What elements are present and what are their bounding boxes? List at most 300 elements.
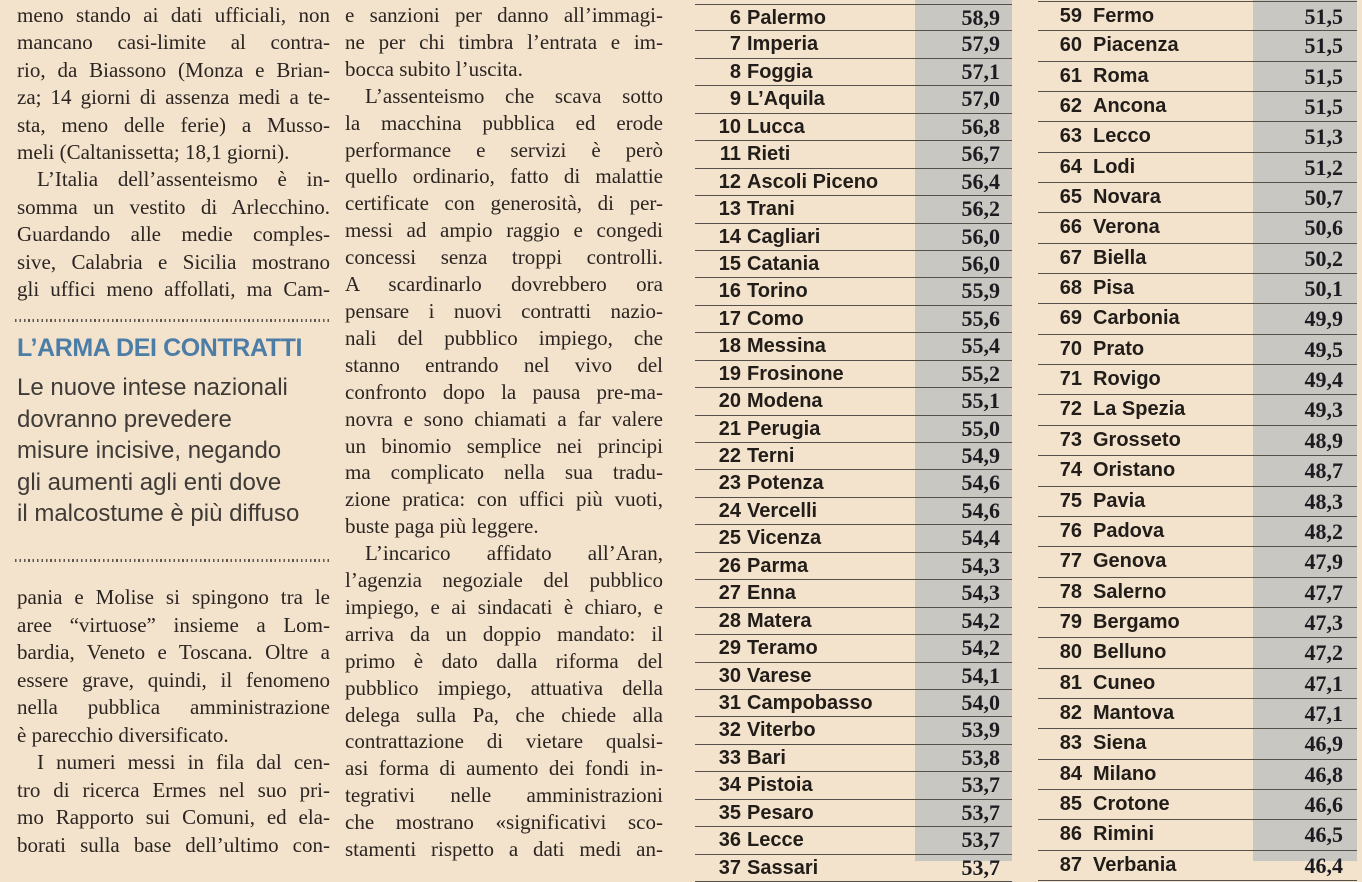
rank-cell: 11	[719, 143, 741, 166]
table-row	[695, 416, 1012, 443]
table-row	[1038, 517, 1357, 547]
value-cell: 53,7	[961, 772, 1000, 798]
text-line: messi ad ampio raggio e congedi	[345, 218, 663, 243]
table-row	[695, 86, 1012, 113]
table-row	[1038, 213, 1357, 243]
city-cell: Matera	[747, 609, 812, 632]
value-cell: 46,5	[1304, 822, 1343, 848]
value-cell: 51,5	[1304, 63, 1343, 89]
table-row	[695, 525, 1012, 552]
rank-cell: 6	[729, 7, 741, 29]
value-cell: 46,8	[1304, 761, 1343, 787]
table-row	[695, 717, 1012, 744]
text-line: contrattazione di vietare qualsi-	[345, 729, 663, 754]
value-cell: 47,9	[1304, 549, 1343, 575]
rank-cell: 62	[1059, 95, 1082, 118]
table-row	[695, 553, 1012, 580]
table-row	[1038, 1, 1357, 31]
value-cell: 47,7	[1304, 579, 1343, 605]
value-cell: 55,0	[961, 415, 1000, 441]
value-cell: 54,3	[961, 580, 1000, 606]
rank-cell: 85	[1059, 792, 1082, 815]
text-line: za; 14 giorni di assenza medi a te-	[17, 85, 330, 110]
city-cell: Viterbo	[747, 719, 816, 742]
value-cell: 47,2	[1304, 640, 1343, 666]
value-cell: 48,2	[1304, 518, 1343, 544]
text-line: rio, da Biassono (Monza e Brian-	[17, 57, 330, 82]
value-cell: 50,6	[1304, 215, 1343, 241]
city-cell: Oristano	[1093, 459, 1176, 482]
text-line: meli (Caltanissetta; 18,1 giorni).	[17, 140, 290, 165]
article-column-1-top	[17, 2, 330, 303]
rank-cell: 13	[718, 198, 741, 221]
text-line: L’incarico affidato all’Aran,	[365, 541, 663, 566]
rank-cell: 8	[729, 60, 741, 83]
text-line: concessi senza troppi controlli.	[345, 245, 663, 270]
city-cell: Rieti	[747, 143, 791, 166]
city-cell: Terni	[747, 445, 795, 467]
value-cell: 50,7	[1304, 185, 1343, 211]
value-cell: 57,1	[961, 58, 1000, 84]
city-cell: Pisa	[1093, 277, 1135, 300]
city-cell: L’Aquila	[747, 88, 825, 111]
text-line: bardia, Veneto e Toscana. Oltre a	[17, 640, 330, 664]
table-row	[1038, 365, 1357, 395]
value-cell: 57,0	[961, 86, 1000, 112]
rank-cell: 81	[1059, 671, 1082, 694]
table-row	[1038, 92, 1357, 122]
rank-cell: 66	[1059, 216, 1082, 239]
rank-cell: 32	[718, 719, 741, 742]
value-cell: 56,2	[961, 196, 1000, 222]
rank-cell: 18	[718, 335, 741, 358]
city-cell: Roma	[1093, 64, 1149, 87]
text-line: il malcostume è più diffuso	[17, 500, 300, 528]
rank-cell: 59	[1059, 5, 1082, 27]
table-row	[695, 470, 1012, 497]
city-cell: Cuneo	[1093, 671, 1156, 694]
text-line: A scardinarlo dovrebbero ora	[345, 272, 663, 297]
table-row	[1038, 820, 1357, 850]
value-cell: 46,4	[1304, 852, 1343, 878]
text-line: gli uffici meno affollati, ma Cam-	[17, 277, 330, 302]
text-line: sta, meno delle ferie) a Musso-	[17, 112, 330, 137]
value-cell: 54,0	[961, 689, 1000, 715]
city-cell: Pistoia	[747, 774, 813, 797]
rank-cell: 29	[718, 637, 741, 660]
value-cell: 56,8	[961, 113, 1000, 139]
text-line: L’Italia dell’assenteismo è in-	[37, 167, 330, 192]
rank-cell: 75	[1059, 489, 1082, 512]
rank-cell: 76	[1059, 519, 1082, 542]
city-cell: Foggia	[747, 60, 813, 83]
value-cell: 53,7	[961, 827, 1000, 853]
rank-cell: 37	[718, 856, 741, 879]
city-cell: Siena	[1093, 732, 1147, 755]
text-line: novra e sono chiamati a far valere	[345, 406, 663, 431]
text-line: mo Rapporto sui Comuni, ed ela-	[17, 805, 330, 829]
article-column-1-bottom	[17, 584, 330, 859]
city-cell: Teramo	[747, 637, 818, 660]
rank-cell: 68	[1059, 277, 1082, 300]
table-row	[695, 141, 1012, 168]
callout-title: L’ARMA DEI CONTRATTI	[17, 334, 303, 362]
city-cell: Belluno	[1093, 641, 1167, 664]
city-cell: Perugia	[747, 417, 821, 440]
city-cell: Varese	[747, 664, 812, 687]
rank-cell: 21	[718, 417, 741, 440]
city-cell: Cagliari	[747, 225, 821, 248]
city-cell: Catania	[747, 252, 820, 275]
text-line: dovranno prevedere	[17, 405, 232, 433]
table-row	[1038, 608, 1357, 638]
text-line: confronto dopo la pausa pre-ma-	[345, 379, 663, 404]
city-cell: Ascoli Piceno	[747, 170, 879, 193]
text-line: performance e servizi è però	[345, 137, 663, 162]
table-row	[1038, 183, 1357, 213]
dotted-divider-bottom	[15, 559, 330, 562]
value-cell: 48,9	[1304, 427, 1343, 453]
callout-text	[17, 372, 330, 530]
city-cell: Bari	[747, 746, 786, 769]
table-row	[1038, 122, 1357, 152]
city-cell: Trani	[747, 198, 795, 221]
city-cell: Milano	[1093, 762, 1157, 785]
table-row	[1038, 31, 1357, 61]
table-row	[1038, 244, 1357, 274]
city-cell: Pavia	[1093, 489, 1146, 512]
value-cell: 55,2	[961, 360, 1000, 386]
value-cell: 53,8	[961, 744, 1000, 770]
table-row	[1038, 395, 1357, 425]
value-cell: 49,9	[1304, 306, 1343, 332]
value-cell: 53,7	[961, 799, 1000, 825]
text-line: pensare i nuovi contratti nazio-	[345, 298, 663, 323]
city-cell: Fermo	[1093, 5, 1155, 27]
city-cell: Piacenza	[1093, 34, 1179, 57]
table-row	[695, 443, 1012, 470]
value-cell: 55,4	[961, 333, 1000, 359]
rank-cell: 84	[1059, 762, 1082, 785]
table-row	[1038, 153, 1357, 183]
table-row	[695, 169, 1012, 196]
city-cell: Pesaro	[747, 801, 814, 824]
value-cell: 51,3	[1304, 124, 1343, 150]
table-row	[695, 690, 1012, 717]
table-row	[1038, 274, 1357, 304]
text-line: L’assenteismo che scava sotto	[365, 83, 663, 108]
value-cell: 53,9	[961, 717, 1000, 743]
text-line: quello ordinario, fatto di malattie	[345, 164, 663, 189]
rank-cell: 17	[718, 307, 741, 330]
city-cell: Como	[747, 307, 804, 330]
table-row	[1038, 760, 1357, 790]
text-line: misure incisive, negando	[17, 437, 282, 465]
value-cell: 54,3	[961, 552, 1000, 578]
table-row	[1038, 578, 1357, 608]
text-line: bocca subito l’uscita.	[345, 56, 523, 81]
rank-cell: 63	[1059, 125, 1082, 148]
value-cell: 55,9	[961, 278, 1000, 304]
rank-cell: 77	[1059, 550, 1082, 573]
city-cell: Lecce	[747, 829, 804, 852]
value-cell: 56,0	[961, 250, 1000, 276]
city-cell: Rimini	[1093, 823, 1155, 846]
table-row	[1038, 699, 1357, 729]
rank-cell: 22	[718, 445, 741, 467]
rank-cell: 14	[718, 225, 741, 248]
text-line: borati sulla base dell’ultimo con-	[17, 832, 330, 857]
table-row	[695, 580, 1012, 607]
rank-cell: 61	[1059, 64, 1082, 87]
value-cell: 48,3	[1304, 488, 1343, 514]
text-line: certificate con generosità, di per-	[345, 191, 663, 216]
value-cell: 50,1	[1304, 276, 1343, 302]
rank-cell: 16	[718, 280, 741, 303]
table-row	[695, 31, 1012, 58]
value-cell: 54,9	[961, 443, 1000, 468]
text-line: l’agenzia negoziale del pubblico	[345, 568, 663, 593]
value-cell: 48,7	[1304, 458, 1343, 484]
table-row	[1038, 638, 1357, 668]
table-row	[1038, 62, 1357, 92]
city-cell: Genova	[1093, 550, 1167, 573]
value-cell: 51,5	[1304, 4, 1343, 29]
city-cell: Palermo	[747, 7, 826, 29]
table-row	[695, 361, 1012, 388]
value-cell: 56,7	[961, 141, 1000, 167]
table-row	[695, 306, 1012, 333]
dotted-divider-top	[15, 319, 330, 322]
rank-cell: 33	[718, 746, 741, 769]
rank-cell: 80	[1059, 641, 1082, 664]
value-cell: 54,2	[961, 635, 1000, 661]
rank-cell: 7	[729, 33, 741, 56]
table-row	[1038, 426, 1357, 456]
table-row	[1038, 304, 1357, 334]
city-cell: Lodi	[1093, 155, 1136, 178]
rank-cell: 19	[718, 362, 741, 385]
table-row	[695, 663, 1012, 690]
text-line: Le nuove intese nazionali	[17, 374, 288, 401]
rank-cell: 65	[1059, 186, 1082, 209]
rank-cell: 79	[1059, 610, 1082, 633]
text-line: e sanzioni per danno all’immagi-	[345, 3, 663, 27]
rank-cell: 87	[1059, 853, 1082, 876]
city-cell: Verbania	[1093, 853, 1177, 876]
value-cell: 54,1	[961, 662, 1000, 688]
text-line: pania e Molise si spingono tra le	[17, 585, 330, 609]
city-cell: Salerno	[1093, 580, 1167, 603]
text-line: Guardando alle medie comples-	[17, 222, 330, 247]
text-line: I numeri messi in fila dal cen-	[37, 750, 330, 774]
city-cell: Torino	[747, 280, 808, 303]
city-cell: Campobasso	[747, 691, 873, 714]
value-cell: 47,3	[1304, 609, 1343, 635]
value-cell: 46,9	[1304, 731, 1343, 757]
rank-cell: 28	[718, 609, 741, 632]
value-cell: 49,4	[1304, 367, 1343, 393]
value-cell: 54,2	[961, 607, 1000, 633]
city-cell: Carbonia	[1093, 307, 1180, 330]
value-cell: 50,2	[1304, 245, 1343, 271]
rank-cell: 82	[1059, 701, 1082, 724]
value-cell: 53,7	[961, 854, 1000, 880]
rank-cell: 34	[718, 774, 741, 797]
table-row	[695, 608, 1012, 635]
rank-cell: 24	[718, 499, 741, 522]
table-row	[695, 772, 1012, 799]
city-cell: Sassari	[747, 856, 819, 879]
text-line: stanno entrando nel vivo del	[345, 352, 663, 377]
city-cell: Imperia	[747, 33, 819, 56]
value-cell: 54,6	[961, 497, 1000, 523]
text-line: gli aumenti agli enti dove	[17, 468, 282, 496]
table-row	[1038, 790, 1357, 820]
city-cell: Ancona	[1093, 95, 1167, 118]
text-line: ne per chi timbra l’entrata e im-	[345, 29, 663, 54]
table-row	[695, 4, 1012, 31]
city-cell: La Spezia	[1093, 398, 1186, 421]
value-cell: 51,2	[1304, 154, 1343, 180]
value-cell: 51,5	[1304, 94, 1343, 120]
table-row	[1038, 487, 1357, 517]
text-line: stamenti rispetto a dati medi an-	[345, 837, 663, 862]
city-cell: Bergamo	[1093, 610, 1180, 633]
value-cell: 54,4	[961, 525, 1000, 551]
text-line: nali del pubblico impiego, che	[345, 325, 663, 350]
value-cell: 55,1	[961, 388, 1000, 414]
value-cell: 51,5	[1304, 33, 1343, 59]
rank-cell: 23	[718, 472, 741, 495]
table-row	[695, 800, 1012, 827]
rank-cell: 15	[718, 252, 741, 275]
value-cell: 47,1	[1304, 670, 1343, 696]
rank-cell: 73	[1059, 428, 1082, 451]
rank-cell: 78	[1059, 580, 1082, 603]
rank-cell: 35	[718, 801, 741, 824]
text-line: asi forma di aumento dei fondi in-	[345, 756, 663, 781]
city-cell: Parma	[747, 554, 809, 577]
table-row	[695, 498, 1012, 525]
city-cell: Lucca	[747, 115, 805, 138]
city-cell: Frosinone	[747, 362, 844, 385]
table-row	[695, 827, 1012, 854]
rank-cell: 31	[718, 691, 741, 714]
text-line: un binomio semplice nei principi	[345, 433, 663, 458]
city-cell: Modena	[747, 390, 823, 413]
value-cell: 46,6	[1304, 791, 1343, 817]
rank-cell: 12	[718, 170, 741, 193]
city-cell: Vercelli	[747, 499, 818, 522]
value-cell: 58,9	[961, 5, 1000, 30]
rank-cell: 27	[718, 582, 741, 605]
table-row	[695, 388, 1012, 415]
rank-cell: 25	[718, 527, 741, 550]
table-row	[1038, 335, 1357, 365]
text-line: buste paga più leggere.	[345, 514, 539, 539]
city-cell: Potenza	[747, 472, 824, 495]
city-cell: Novara	[1093, 186, 1161, 209]
table-row	[695, 114, 1012, 141]
text-line: nella pubblica amministrazione	[17, 695, 330, 719]
city-cell: Padova	[1093, 519, 1165, 542]
table-row	[1038, 456, 1357, 486]
text-line: aree “virtuose” insieme a Lom-	[17, 612, 330, 637]
text-line: che mostrano «significativi sco-	[345, 810, 663, 835]
rank-cell: 9	[729, 88, 741, 111]
value-cell: 56,0	[961, 223, 1000, 249]
text-line: è parecchio diversificato.	[17, 722, 229, 747]
text-line: arriva da un doppio mandato: il	[345, 621, 663, 646]
table-row	[1038, 729, 1357, 759]
value-cell: 47,1	[1304, 700, 1343, 726]
table-row	[1038, 669, 1357, 699]
city-cell: Crotone	[1093, 792, 1170, 815]
value-cell: 49,3	[1304, 397, 1343, 423]
ranking-table-left	[695, 0, 1012, 880]
text-line: meno stando ai dati ufficiali, non	[17, 3, 330, 27]
rank-cell: 20	[718, 390, 741, 413]
text-line: pubblico impiego, attuativa della	[345, 675, 663, 700]
value-cell: 54,6	[961, 470, 1000, 496]
text-line: essere grave, quindi, il fenomeno	[17, 667, 330, 692]
table-row	[695, 855, 1012, 882]
rank-cell: 86	[1059, 823, 1082, 846]
rank-cell: 69	[1059, 307, 1082, 330]
table-row	[695, 333, 1012, 360]
city-cell: Grosseto	[1093, 428, 1181, 451]
rank-cell: 72	[1059, 398, 1082, 421]
value-cell: 55,6	[961, 305, 1000, 331]
city-cell: Prato	[1093, 337, 1145, 360]
value-cell: 49,5	[1304, 336, 1343, 362]
table-row	[695, 59, 1012, 86]
rank-cell: 60	[1059, 34, 1082, 57]
city-cell: Lecco	[1093, 125, 1151, 148]
text-line: sive, Calabria e Sicilia mostrano	[17, 249, 330, 274]
city-cell: Vicenza	[747, 527, 822, 550]
text-line: somma un vestito di Arlecchino.	[17, 194, 330, 219]
text-line: impiego, e ai sindacati è chiaro, e	[345, 594, 663, 619]
text-line: zione pratica: con uffici più vuoti,	[345, 487, 663, 512]
table-row	[695, 196, 1012, 223]
table-row	[695, 745, 1012, 772]
rank-cell: 36	[718, 829, 741, 852]
rank-cell: 67	[1059, 246, 1082, 269]
table-row	[695, 635, 1012, 662]
rank-cell: 10	[718, 115, 741, 138]
table-row	[1038, 547, 1357, 577]
text-line: delega sulla Pa, che chiede alla	[345, 702, 663, 727]
city-cell: Biella	[1093, 246, 1147, 269]
table-row	[695, 224, 1012, 251]
text-line: tegrativi nelle amministrazioni	[345, 783, 663, 808]
rank-cell: 71	[1059, 368, 1082, 391]
rank-cell: 26	[718, 554, 741, 577]
text-line: mancano casi-limite al contra-	[17, 30, 330, 55]
city-cell: Rovigo	[1093, 368, 1161, 391]
article-column-2	[345, 2, 663, 863]
text-line: ma complicato nella sua tradu-	[345, 460, 663, 485]
city-cell: Enna	[747, 582, 796, 605]
rank-cell: 83	[1059, 732, 1082, 755]
value-cell: 57,9	[961, 31, 1000, 57]
rank-cell: 30	[718, 664, 741, 687]
rank-cell: 74	[1059, 459, 1082, 482]
table-row	[695, 278, 1012, 305]
city-cell: Verona	[1093, 216, 1160, 239]
